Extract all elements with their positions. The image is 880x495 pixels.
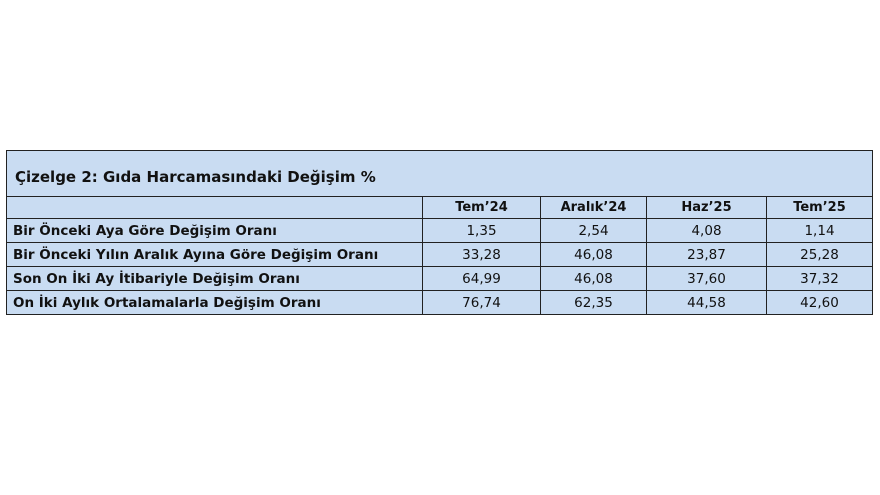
column-header-tem25: Tem’25 — [767, 197, 873, 219]
row-label: Bir Önceki Yılın Aralık Ayına Göre Değişim Oranı — [7, 243, 423, 267]
table-cell: 4,08 — [647, 219, 767, 243]
column-header-haz25: Haz’25 — [647, 197, 767, 219]
table-cell: 2,54 — [541, 219, 647, 243]
row-label: On İki Aylık Ortalamalarla Değişim Oranı — [7, 291, 423, 315]
table-caption: Çizelge 2: Gıda Harcamasındaki Değişim % — [7, 151, 873, 197]
food-spending-table-container — [6, 150, 872, 319]
row-label: Son On İki Ay İtibariyle Değişim Oranı — [7, 267, 423, 291]
table-cell: 33,28 — [423, 243, 541, 267]
column-header-tem24: Tem’24 — [423, 197, 541, 219]
table-row — [7, 219, 873, 243]
table-cell: 76,74 — [423, 291, 541, 315]
table-cell: 1,14 — [767, 219, 873, 243]
column-header-aralik24: Aralık’24 — [541, 197, 647, 219]
table-cell: 25,28 — [767, 243, 873, 267]
food-spending-table — [6, 150, 873, 315]
row-label: Bir Önceki Aya Göre Değişim Oranı — [7, 219, 423, 243]
table-cell: 62,35 — [541, 291, 647, 315]
table-cell: 64,99 — [423, 267, 541, 291]
table-cell: 37,60 — [647, 267, 767, 291]
table-cell: 37,32 — [767, 267, 873, 291]
table-cell: 1,35 — [423, 219, 541, 243]
table-row — [7, 243, 873, 267]
table-cell: 44,58 — [647, 291, 767, 315]
table-row — [7, 291, 873, 315]
header-empty-cell — [7, 197, 423, 219]
table-cell: 42,60 — [767, 291, 873, 315]
table-cell: 23,87 — [647, 243, 767, 267]
table-row — [7, 267, 873, 291]
table-header-row — [7, 197, 873, 219]
table-cell: 46,08 — [541, 243, 647, 267]
table-cell: 46,08 — [541, 267, 647, 291]
